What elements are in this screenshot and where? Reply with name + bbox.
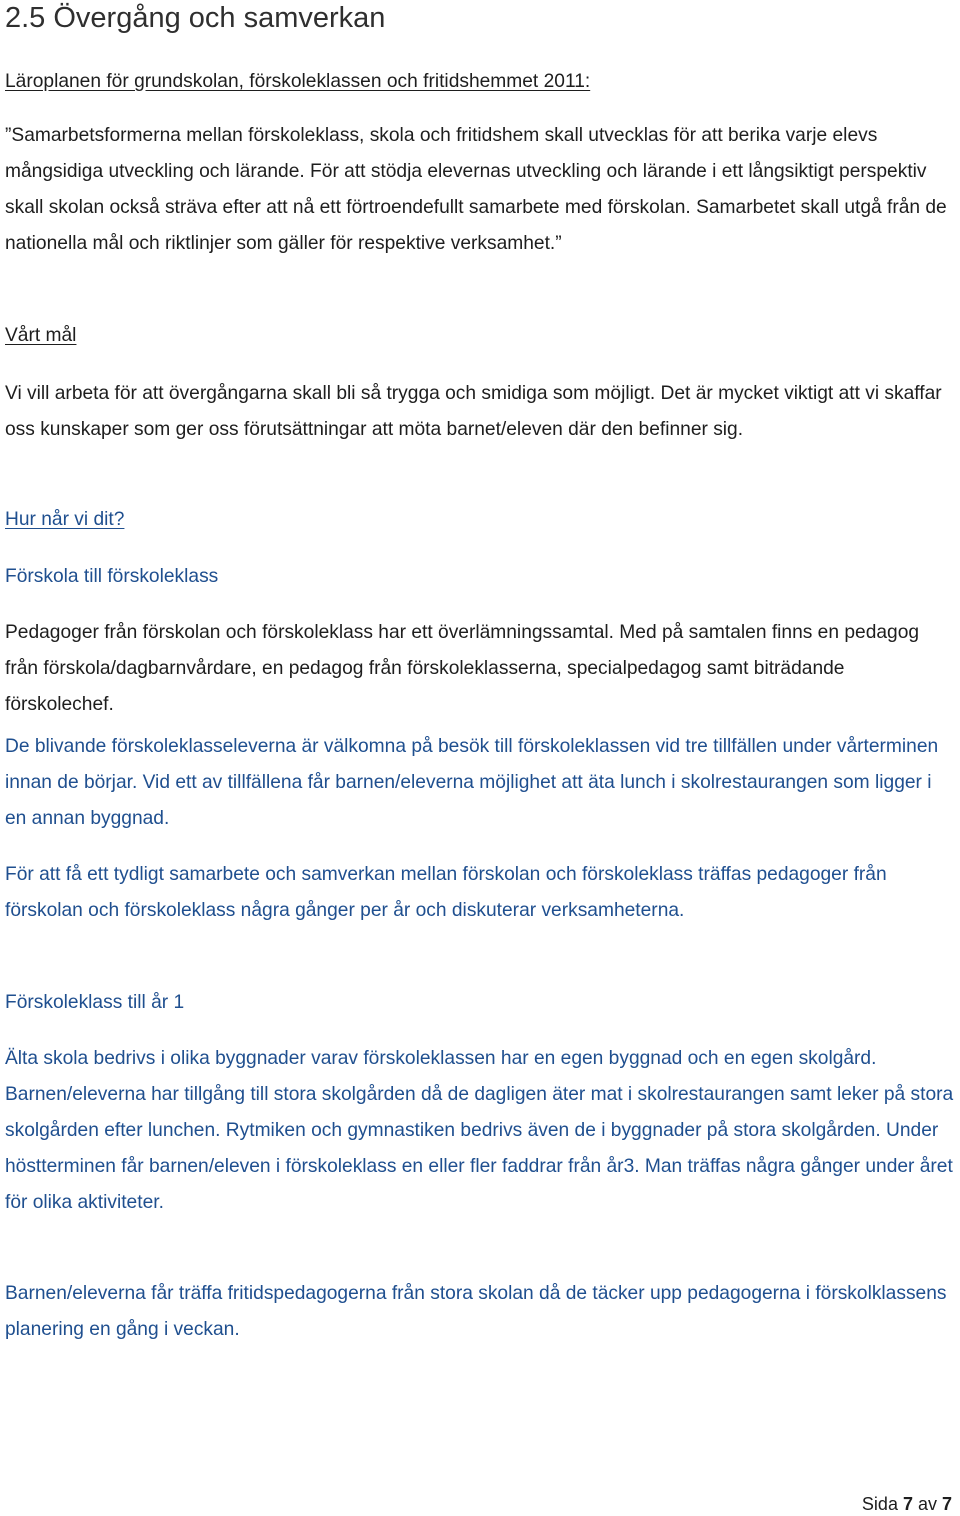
- how-heading: Hur når vi dit?: [5, 509, 125, 530]
- year1-heading: Förskoleklass till år 1: [5, 992, 185, 1013]
- preschool-paragraph-1: Pedagoger från förskolan och förskoleklass har ett överlämningssamtal. Med på samtalen finns en pedagog från förskola/dagbarnvårdare, en pedagog från förskoleklasserna, specialpedagog samt biträdande förskolechef.: [5, 622, 920, 715]
- page-number-middle: av: [912, 1494, 942, 1514]
- goal-paragraph: Vi vill arbeta för att övergångarna skall bli så trygga och smidiga som möjligt. Det är mycket viktigt att vi skaffar oss kunskaper som ger oss förutsättningar att möta barnet/eleven där den befinner sig.: [5, 383, 942, 440]
- year1-paragraph-2: Barnen/eleverna får träffa fritidspedagogerna från stora skolan då de täcker upp pedagogerna i förskolklassens planering en gång i veckan.: [5, 1283, 947, 1340]
- page-number-total: 7: [941, 1494, 952, 1514]
- page-title: 2.5 Övergång och samverkan: [5, 2, 386, 34]
- page-number-prefix: Sida: [861, 1494, 903, 1514]
- quote-paragraph: ”Samarbetsformerna mellan förskoleklass, skola och fritidshem skall utvecklas för att berika varje elevs mångsidiga utveckling och lärande. För att stödja elevernas utveckling och lärande i ett långsiktigt perspektiv skall skolan också sträva efter att nå ett förtroendefullt samarbete med förskolan. Samarbetet skall utgå från de nationella mål och riktlinjer som gäller för respektive verksamhet.”: [5, 125, 947, 254]
- page-number-current: 7: [902, 1494, 913, 1514]
- page-number: [862, 1492, 952, 1516]
- preschool-heading: Förskola till förskoleklass: [5, 566, 219, 587]
- preschool-paragraph-3: För att få ett tydligt samarbete och samverkan mellan förskolan och förskoleklass träffas pedagoger från förskolan och förskoleklass några gånger per år och diskuterar verksamheterna.: [5, 864, 887, 921]
- source-title: Läroplanen för grundskolan, förskoleklassen och fritidshemmet 2011:: [5, 71, 591, 92]
- goal-heading: Vårt mål: [5, 325, 77, 346]
- year1-paragraph-1: Älta skola bedrivs i olika byggnader varav förskoleklassen har en egen byggnad och en egen skolgård. Barnen/eleverna har tillgång till stora skolgården då de dagligen äter mat i skolrestaurangen samt leker på stora skolgården efter lunchen. Rytmiken och gymnastiken bedrivs även de i byggnader på stora skolgården. Under höstterminen får barnen/eleven i förskoleklass en eller fler faddrar från år3. Man träffas några gånger under året för olika aktiviteter.: [5, 1048, 954, 1213]
- preschool-paragraph-2: De blivande förskoleklasseleverna är välkomna på besök till förskoleklassen vid tre tillfällen under vårterminen innan de börjar. Vid ett av tillfällena får barnen/eleverna möjlighet att äta lunch i skolrestaurangen som ligger i en annan byggnad.: [5, 736, 939, 829]
